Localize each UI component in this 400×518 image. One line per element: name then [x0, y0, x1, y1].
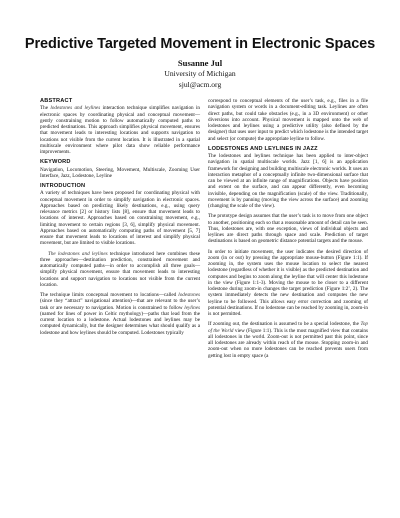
author-email: sjul@acm.org: [178, 80, 222, 89]
jazz-p4a: If zooming out, the destination is assumed to be a special lodestone, the: [208, 321, 359, 328]
intro-p3c: (named for lines of power in Celtic mythology)—paths that lead from the current location to a lodestone. Actual lodestones and leylines may be computed dynamically, but the designer determines what should qualify as a lodestone and how leylines should be computed. Lodestones typically: [40, 310, 200, 336]
paper-title: Predictive Targeted Movement in Electronic Spaces: [24, 36, 376, 52]
abstract-term: lodestones and leylines: [50, 105, 101, 112]
left-column: [40, 98, 200, 340]
abstract-heading: ABSTRACT: [40, 98, 73, 104]
jazz-paragraph-1: The lodestones and leylines technique has been applied to inter-object navigation in spatial multiscale worlds. Jazz [1, 6] is an application framework for designing and building multiscale electronic worlds. It uses an interaction metaphor of a conceptually infinite two-dimensional surface that can be viewed at an infinite range of magnifications. Objects have position and extent on the surface, and can appear differently, even becoming invisible, depending on the magnification (scale) of the view. Traditionally, movement is by panning (moving the view across the surface) and zooming (changing the scale of the view).: [208, 153, 368, 209]
section-heading-jazz: LODESTONES AND LEYLINES IN JAZZ: [208, 145, 318, 152]
intro-term: The lodestones and leylines: [48, 250, 108, 257]
author-affiliation: University of Michigan: [164, 69, 236, 78]
jazz-paragraph-3: In order to initiate movement, the user indicates the desired direction of zoom (in or out) by pressing the appropriate mouse-button (Figure 1:1). If zooming in, the system uses the mouse location to select the nearest lodestone (regardless of whether it is visible) as the predicted destination and computes and begins to zoom along the leyline that will center this lodestone in the view (Figure 1:1-3). Moving the mouse to be closer to a different lodestone during zoom-in changes the target prediction (Figure 1:2’, 2). The system immediately detects the new destination and computes the new leyline to be followed. This allows easy error correction and zooming of potential destinations. If no lodestone can be reached by zooming in, zoom-in is not permitted.: [208, 248, 368, 317]
keyword-list: Navigation, Locomotion, Steering, Movement, Multiscale, Zooming User Interface, Jazz, Lodestone, Leyline: [40, 166, 200, 179]
continued-paragraph: correspond to conceptual elements of the user’s task, e.g., files in a file navigation system or words in a document-editing task. Leylines are often direct paths, but could take obstacles (e.g., in a 3D environment) or other diversions into account. Physical movement is mapped onto the web of lodestones and leylines using a predictive utility (also defined by the designer) that uses user input to predict which lodestone is the intended target and select (or compute) the appropriate leyline to follow.: [208, 98, 368, 142]
intro-p3a: The technique limits conceptual movement to locations—called: [40, 292, 177, 298]
jazz-paragraph-4: [208, 321, 368, 359]
abstract-body: interaction technique simplifies navigation in electronic spaces by coordinating physical and conceptual movement—gently constraining motion to follow automatically computed paths to predicted destinations. This approach simplifies physical movement, ensures that movement leads to interesting locations and supports navigation to locations not visible from the current location. It is illustrated in a spatial multiscale environment where pilot data show reliable performance improvements.: [40, 105, 200, 155]
author-name: Susanne Jul: [177, 58, 223, 68]
intro-paragraph-1: A variety of techniques have been proposed for coordinating physical with conceptual movement in order to simplify navigation in electronic spaces. Approaches based on predicting likely destinations, e.g., using query relevance metrics [2] or history lists [8], ensure that movement leads to locations of interest. Approaches based on constraining movement, e.g., limiting movement to certain regions [3, 6], simplify physical movement. Approaches based on automatically computing paths of movement [5, 7] ensure that movement leads to locations of interest and simplify physical movement, but are limited to visible locations.: [40, 190, 200, 247]
intro-term-leylines: leylines: [184, 304, 200, 311]
intro-paragraph-3: [40, 292, 200, 336]
intro-p3b: (since they “attract” navigational attention)—that are relevant to the user’s task or are necessary to navigation. Motion is constrained to follow: [40, 298, 200, 311]
abstract-text: [40, 105, 200, 155]
keyword-heading: KEYWORD: [40, 159, 71, 166]
jazz-paragraph-2: The prototype design assumes that the user’s task is to move from one object to another, positioning each so that a reasonable amount of detail can be seen. Thus, lodestones are, with one exception, views of individual objects and leylines are direct paths through space and scale. Prediction of target destinations is based on geometric distance potential targets and the mouse.: [208, 213, 368, 245]
abstract-lead: The: [40, 105, 48, 112]
jazz-p4b: view (Figure 1:1). This is the most magnified view that contains all lodestones in the world. Zoom-out is not permitted past this point, since all lodestones are already within reach of the mouse. Stopping zoom-in and zoom-out when no more lodestones can be reached prevents users from getting lost in empty space (a: [208, 327, 368, 359]
intro-p2-body: technique introduced here combines these three approaches—destination prediction, constrained movement and automatically computed paths—in order to accomplish all three goals—simplify physical movement, ensure that movement leads to interesting locations and support navigation to locations not visible from the current location.: [40, 250, 200, 288]
top-of-world-term: Top of the World: [208, 321, 368, 334]
introduction-heading: INTRODUCTION: [40, 183, 86, 189]
right-column: [208, 98, 368, 363]
intro-term-lodestones: lodestones: [178, 292, 200, 298]
intro-paragraph-2: [40, 251, 200, 289]
